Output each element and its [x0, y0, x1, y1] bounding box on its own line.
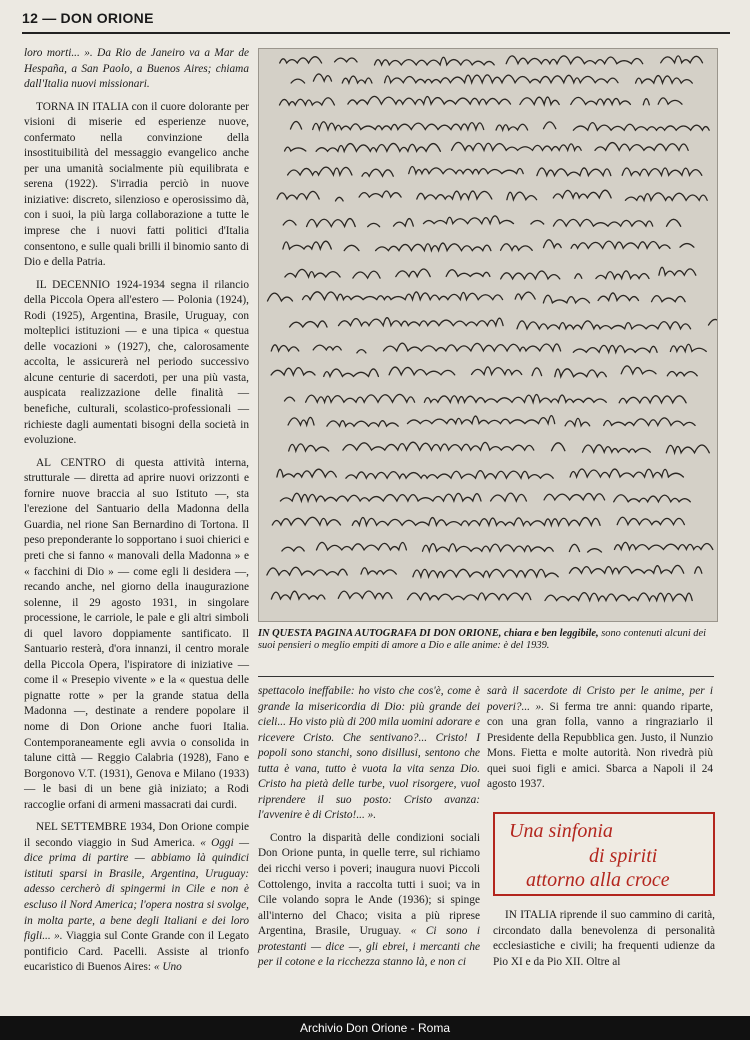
paragraph-lead: IL DECENNIO 1924-1934 — [36, 278, 165, 291]
paragraph-text: segna il rilancio della Piccola Opera all'estero — Polonia (1924), Rodi (1925), Argentina, Brasile, Uruguay, con molteplici istituzioni — e una tipica « questua delle vocazioni » (1927), che, calorosamente accolta, le assicurerà nel periodo successivo alcune centurie di sacerdoti, per una più vasta, auspicata realizzazione delle finalità — benefiche, culturali, scolastico-professionali — richieste dagli aumentati bisogni della società in evoluzione. — [24, 278, 249, 447]
header-dash: — — [42, 10, 57, 26]
paragraph-lead: IN ITALIA — [505, 909, 557, 921]
paragraph-text: Contro la disparità delle condizioni sociali Don Orione punta, in quelle terre, sul richiamo dei ricchi verso i poveri; inaugura nuovi Piccoli Cottolengo, invita a raccolta tutti i suoi; va in Cile volando sopra le Ande (1936); si spinge all'interno del Chaco; visita a più riprese Argentina, Brasile, Uruguay. — [258, 831, 480, 938]
page-header — [22, 10, 730, 34]
quote-text: spettacolo ineffabile: ho visto che cos'è, come è grande la misericordia di Dio: più grande dei cieli... Ho visto più di 200 mila uomini adorare e ricevere Cristo. Che sentivano?... Cristo! I popoli sono stanchi, sono disillusi, sentono che tutta è vana, tutto è vuota la vita senza Dio. Cristo ha pietà delle turbe, vuol risorgere, vuol riprendere il suo posto: Cristo avanza: l'avvenire è di Cristo!... ». — [258, 685, 480, 822]
paragraph — [487, 684, 713, 793]
paragraph-text: riprende il suo cammino di carità, circondato dalla benevolenza di personalità ecclesiastiche e civili; ha frequenti udienze da Pio XI e da Pio XII. Oltre al — [493, 909, 716, 968]
running-title: DON ORIONE — [60, 10, 154, 26]
paragraph-text: di questa attività interna, strutturale — diretta ad aprire nuovi orizzonti e fornire nuove braccia al suo Istituto —, sta l'erezione del Santuario della Madonna della Guardia, nel rione San Bernardino di Tortona. Il peso preponderante lo sopportano i suoi chierici e preti che si fanno « manovali della Madonna » e « facchini di Dio » — come egli li desidera —, recando anche, nel giorno della inaugurazione solenne, il 29 agosto 1931, in singolare processione, le carriole, le pale e gli altri simboli di quel lavoro doppiamente santificato. Il Santuario resterà, d'ora innanzi, il centro morale della Piccola Opera, l'ispiratore di iniziative — come il « Presepio vivente » e la « questua delle pignatte rotte » per la grande statua della Madonna —, destinate a rendere popolare il nome di Don Orione anche fuori Italia. Contemporaneamente egli avvia o consolida in talune città — Reggio Calabria (1928), Fano e Borgonovo V.T. (1931), Genova e Milano (1933) — le basi di un bene già iniziato; a Rodi raccoglie orfani di armeni massacrati dai curdi. — [24, 456, 250, 811]
paragraph-text: Viaggia sul Conte Grande con il Legato pontificio Card. Pacelli. Assiste al trionfo eucaristico di Buenos Aires: — [24, 930, 249, 974]
section-title-line: attorno alla croce — [526, 869, 670, 891]
caption-lead: IN QUESTA PAGINA AUTOGRAFA DI DON ORIONE, chiara e ben leggibile, — [258, 628, 599, 639]
paragraph-text: Si ferma tre anni: quando riparte, con una gran folla, vanno a ringraziarlo il Presidente della Repubblica gen. Justo, il Nunzio Mons. Fietta e molte autorità. Non rivedrà più quei suoi figli e amici. Sbarca a Napoli il 24 agosto 1937. — [487, 700, 713, 791]
column-right — [487, 684, 713, 793]
column-left — [24, 46, 249, 976]
section-title-box — [493, 812, 715, 896]
paragraph — [24, 100, 249, 271]
paragraph-lead: TORNA IN ITALIA — [36, 100, 129, 113]
quote-text: sarà il sacerdote di Cristo per le anime, per i poveri?... ». — [487, 685, 713, 713]
paragraph — [24, 278, 249, 449]
quote-text: « Ci sono i protestanti — dice —, gli ebrei, i mercanti che per il cotone e la ricchezza stanno là, e non ci — [258, 925, 480, 969]
paragraph — [493, 908, 715, 970]
quote-text: « Uno — [153, 961, 182, 974]
archive-footer — [0, 1016, 750, 1040]
paragraph-text: Don Orione compie il secondo viaggio in Sud America. — [24, 821, 249, 849]
paragraph-text: loro morti... ». Da Rio de Janeiro va a Mar de Hespaña, a San Paolo, a Buenos Aires; chiama dall'Italia nuovi missionari. — [24, 47, 249, 91]
photo-caption — [258, 628, 714, 653]
paragraph — [258, 831, 480, 971]
section-title-line: di spiriti — [589, 845, 658, 867]
paragraph — [258, 684, 480, 824]
handwriting-icon — [259, 49, 717, 621]
archive-label: Archivio Don Orione - Roma — [299, 1021, 451, 1035]
column-middle — [258, 684, 480, 971]
paragraph — [24, 46, 249, 93]
caption-text: sono contenuti alcuni dei suoi pensieri o meglio empiti di amore a Dio e alle anime: è del 1939. — [258, 628, 707, 652]
caption-divider — [258, 676, 714, 677]
paragraph — [24, 456, 249, 814]
paragraph-lead: AL CENTRO — [36, 456, 106, 469]
section-title-line: Una sinfonia — [509, 820, 613, 842]
manuscript-photo — [258, 48, 718, 622]
paragraph — [24, 820, 249, 975]
quote-text: « Oggi — dice prima di partire — abbiamo là quindici istituti sparsi in Brasile, Argentina, Uruguay: adesso cercherò di spingermi in Cile e non è escluso il Nord America; l'opera nostra si svolge, in molta parte, a bene degli Italiani e dei loro figli... ». — [24, 836, 250, 943]
page-number: 12 — [22, 10, 39, 26]
paragraph-text: con il cuore dolorante per visioni di miserie ed esperienze nuove, confermato nella convinzione della insostituibilità del messaggio evangelico anche per una umanità socialmente più equilibrata e serena (1922). S'irradia perciò in nuove iniziative: discreto, silenzioso e operosissimo dà, con i suoi, la più larga collaborazione a tutte le imprese che i nuovi fatti politici d'Italia consentono, e sulle quali brilli il binomio santo di Dio e della Patria. — [24, 100, 250, 269]
paragraph-lead: NEL SETTEMBRE 1934, — [36, 821, 156, 834]
column-right-continued — [493, 908, 715, 970]
manuscript-paper — [259, 49, 717, 621]
